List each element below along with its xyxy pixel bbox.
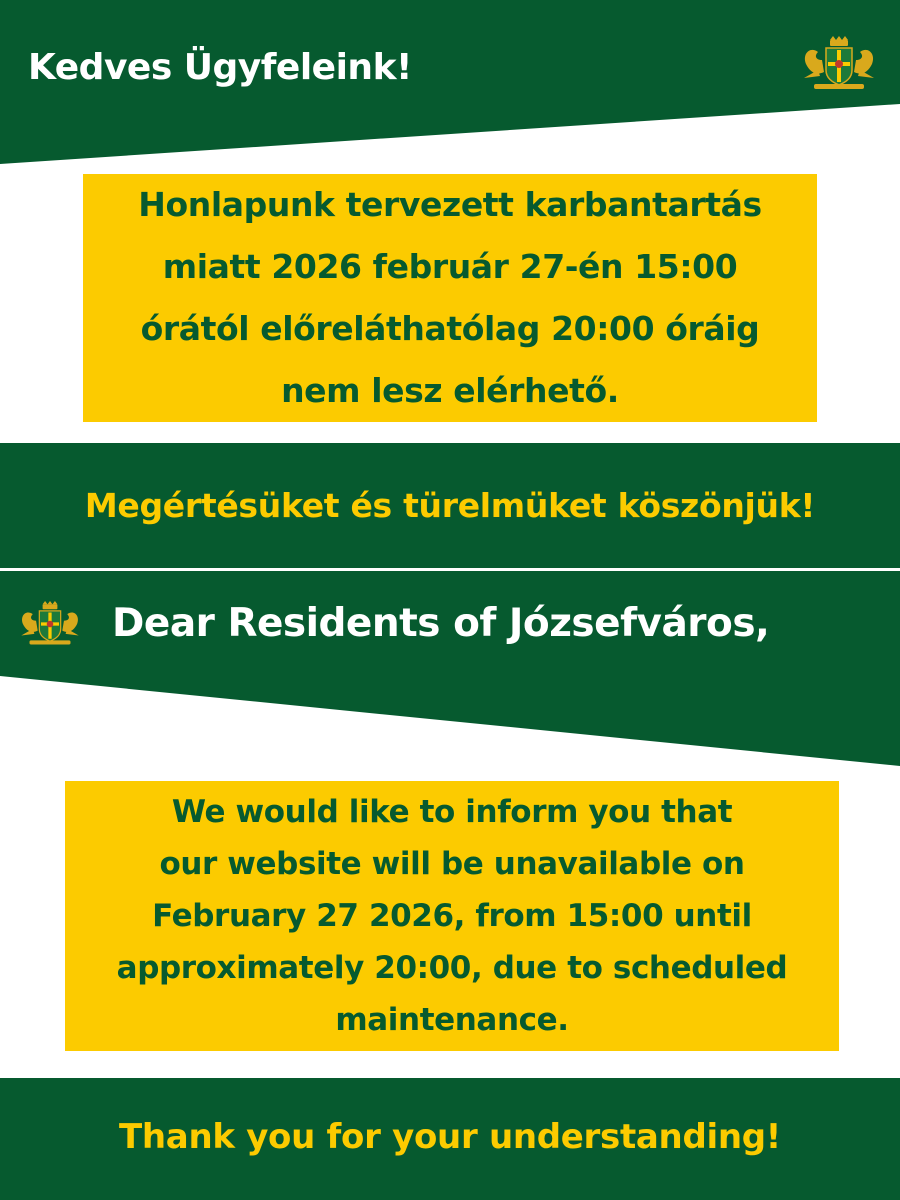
divider-line: [0, 568, 900, 571]
notice-text-en: We would like to inform you that our website will be unavailable on February 27 2026, from 15:00 until approximately 20:00, due to scheduled maintenance.: [116, 794, 788, 1038]
thanks-message-en: Thank you for your understanding!: [119, 1117, 781, 1157]
notice-box-hu: [83, 174, 817, 422]
thanks-message-hu: Megértésüket és türelmüket köszönjük!: [84, 486, 816, 525]
district-crest-icon: [18, 601, 82, 647]
district-crest-icon: [800, 36, 878, 92]
greeting-hu: Kedves Ügyfeleink!: [28, 47, 412, 88]
notice-box-en: [65, 781, 839, 1051]
notice-text-hu: Honlapunk tervezett karbantartás miatt 2026 február 27-én 15:00 órától előreláthatólag 20:00 óráig nem lesz elérhető.: [138, 185, 762, 410]
greeting-en: Dear Residents of Józsefváros,: [112, 601, 770, 646]
